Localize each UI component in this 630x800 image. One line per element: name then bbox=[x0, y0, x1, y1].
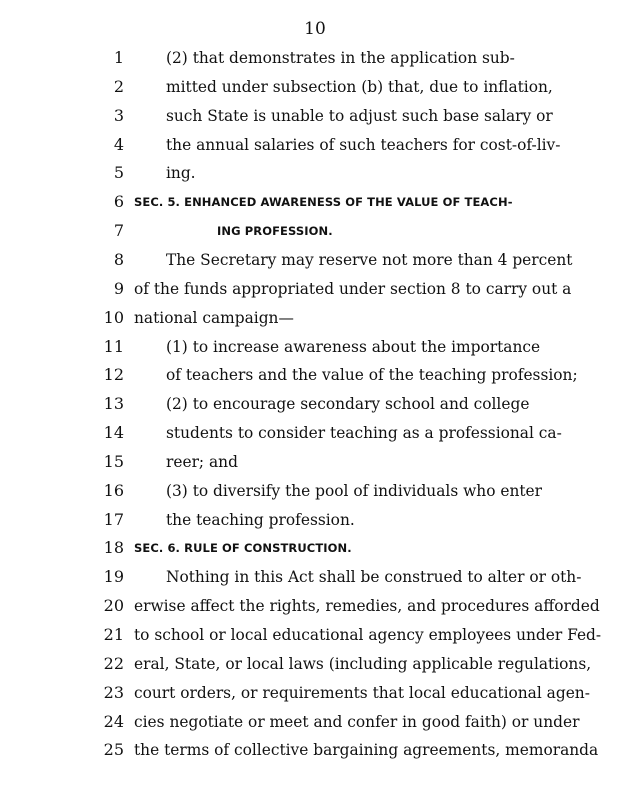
line-text: cies negotiate or meet and confer in good faith) or under bbox=[134, 712, 580, 731]
line-number: 6 bbox=[113, 192, 124, 212]
line-number: 18 bbox=[103, 538, 124, 558]
line-number: 20 bbox=[103, 596, 124, 616]
line-number: 10 bbox=[103, 307, 124, 327]
line-text: (2) that demonstrates in the application sub- bbox=[166, 49, 515, 67]
line-number: 8 bbox=[113, 249, 124, 269]
document-line bbox=[0, 279, 630, 308]
document-line bbox=[0, 423, 630, 452]
line-text: the teaching profession. bbox=[166, 510, 355, 529]
document-line bbox=[0, 654, 630, 683]
line-text: of the funds appropriated under section 8 to carry out a bbox=[134, 279, 572, 298]
line-number: 2 bbox=[113, 76, 124, 96]
line-text: court orders, or requirements that local educational agen- bbox=[134, 683, 590, 702]
line-number: 24 bbox=[103, 711, 124, 731]
line-text: of teachers and the value of the teaching profession; bbox=[166, 366, 578, 385]
line-text: ing. bbox=[166, 164, 196, 183]
section-heading: ING PROFESSION. bbox=[217, 224, 333, 239]
line-text: to school or local educational agency employees under Fed- bbox=[134, 626, 602, 644]
line-text: (2) to encourage secondary school and college bbox=[166, 395, 530, 414]
document-line bbox=[0, 308, 630, 337]
document-line bbox=[0, 394, 630, 423]
line-text: erwise affect the rights, remedies, and procedures afforded bbox=[134, 597, 600, 616]
line-text: (3) to diversify the pool of individuals who enter bbox=[166, 481, 543, 500]
line-number: 11 bbox=[103, 336, 124, 356]
line-text: eral, State, or local laws (including applicable regulations, bbox=[134, 654, 592, 673]
document-line bbox=[0, 683, 630, 712]
document-line bbox=[0, 192, 630, 221]
page-number: 10 bbox=[304, 19, 326, 39]
line-text: The Secretary may reserve not more than 4 percent bbox=[166, 250, 573, 269]
line-text: reer; and bbox=[166, 452, 238, 471]
document-line bbox=[0, 510, 630, 539]
line-number: 5 bbox=[113, 163, 124, 183]
line-number: 4 bbox=[113, 134, 124, 154]
document-line bbox=[0, 452, 630, 481]
document-line bbox=[0, 221, 630, 250]
document-line bbox=[0, 250, 630, 279]
line-text: the annual salaries of such teachers for cost-of-liv- bbox=[166, 135, 561, 154]
line-text: such State is unable to adjust such base salary or bbox=[166, 106, 553, 125]
line-text: the terms of collective bargaining agreements, memoranda bbox=[134, 741, 599, 760]
line-number: 13 bbox=[103, 394, 124, 414]
line-text: mitted under subsection (b) that, due to inflation, bbox=[166, 77, 553, 96]
line-text: (1) to increase awareness about the importance bbox=[166, 337, 541, 356]
document-line bbox=[0, 365, 630, 394]
line-number: 22 bbox=[103, 653, 124, 673]
document-line bbox=[0, 163, 630, 192]
document-line bbox=[0, 48, 630, 77]
document-line bbox=[0, 106, 630, 135]
line-number: 17 bbox=[103, 509, 124, 529]
line-number: 3 bbox=[113, 105, 124, 125]
line-number: 16 bbox=[103, 480, 124, 500]
line-number: 21 bbox=[103, 625, 124, 644]
line-number: 19 bbox=[103, 567, 124, 587]
line-number: 23 bbox=[103, 682, 124, 702]
line-number: 25 bbox=[103, 740, 124, 760]
document-line bbox=[0, 337, 630, 366]
line-number: 12 bbox=[103, 365, 124, 385]
line-number: 14 bbox=[103, 423, 124, 443]
line-text: students to consider teaching as a professional ca- bbox=[166, 424, 562, 443]
line-number: 1 bbox=[113, 48, 124, 67]
document-line bbox=[0, 77, 630, 106]
document-line bbox=[0, 135, 630, 164]
document-line bbox=[0, 740, 630, 769]
section-heading: SEC. 5. ENHANCED AWARENESS OF THE VALUE OF TEACH- bbox=[134, 195, 513, 210]
line-text: national campaign— bbox=[134, 308, 294, 327]
document-line bbox=[0, 538, 630, 567]
document-line bbox=[0, 625, 630, 654]
line-number: 7 bbox=[113, 221, 124, 241]
document-line bbox=[0, 481, 630, 510]
section-heading: SEC. 6. RULE OF CONSTRUCTION. bbox=[134, 541, 352, 556]
document-line bbox=[0, 567, 630, 596]
line-number: 9 bbox=[113, 278, 124, 298]
document-line bbox=[0, 596, 630, 625]
line-text: Nothing in this Act shall be construed to alter or oth- bbox=[166, 568, 582, 587]
line-number: 15 bbox=[103, 451, 124, 471]
document-line bbox=[0, 712, 630, 741]
